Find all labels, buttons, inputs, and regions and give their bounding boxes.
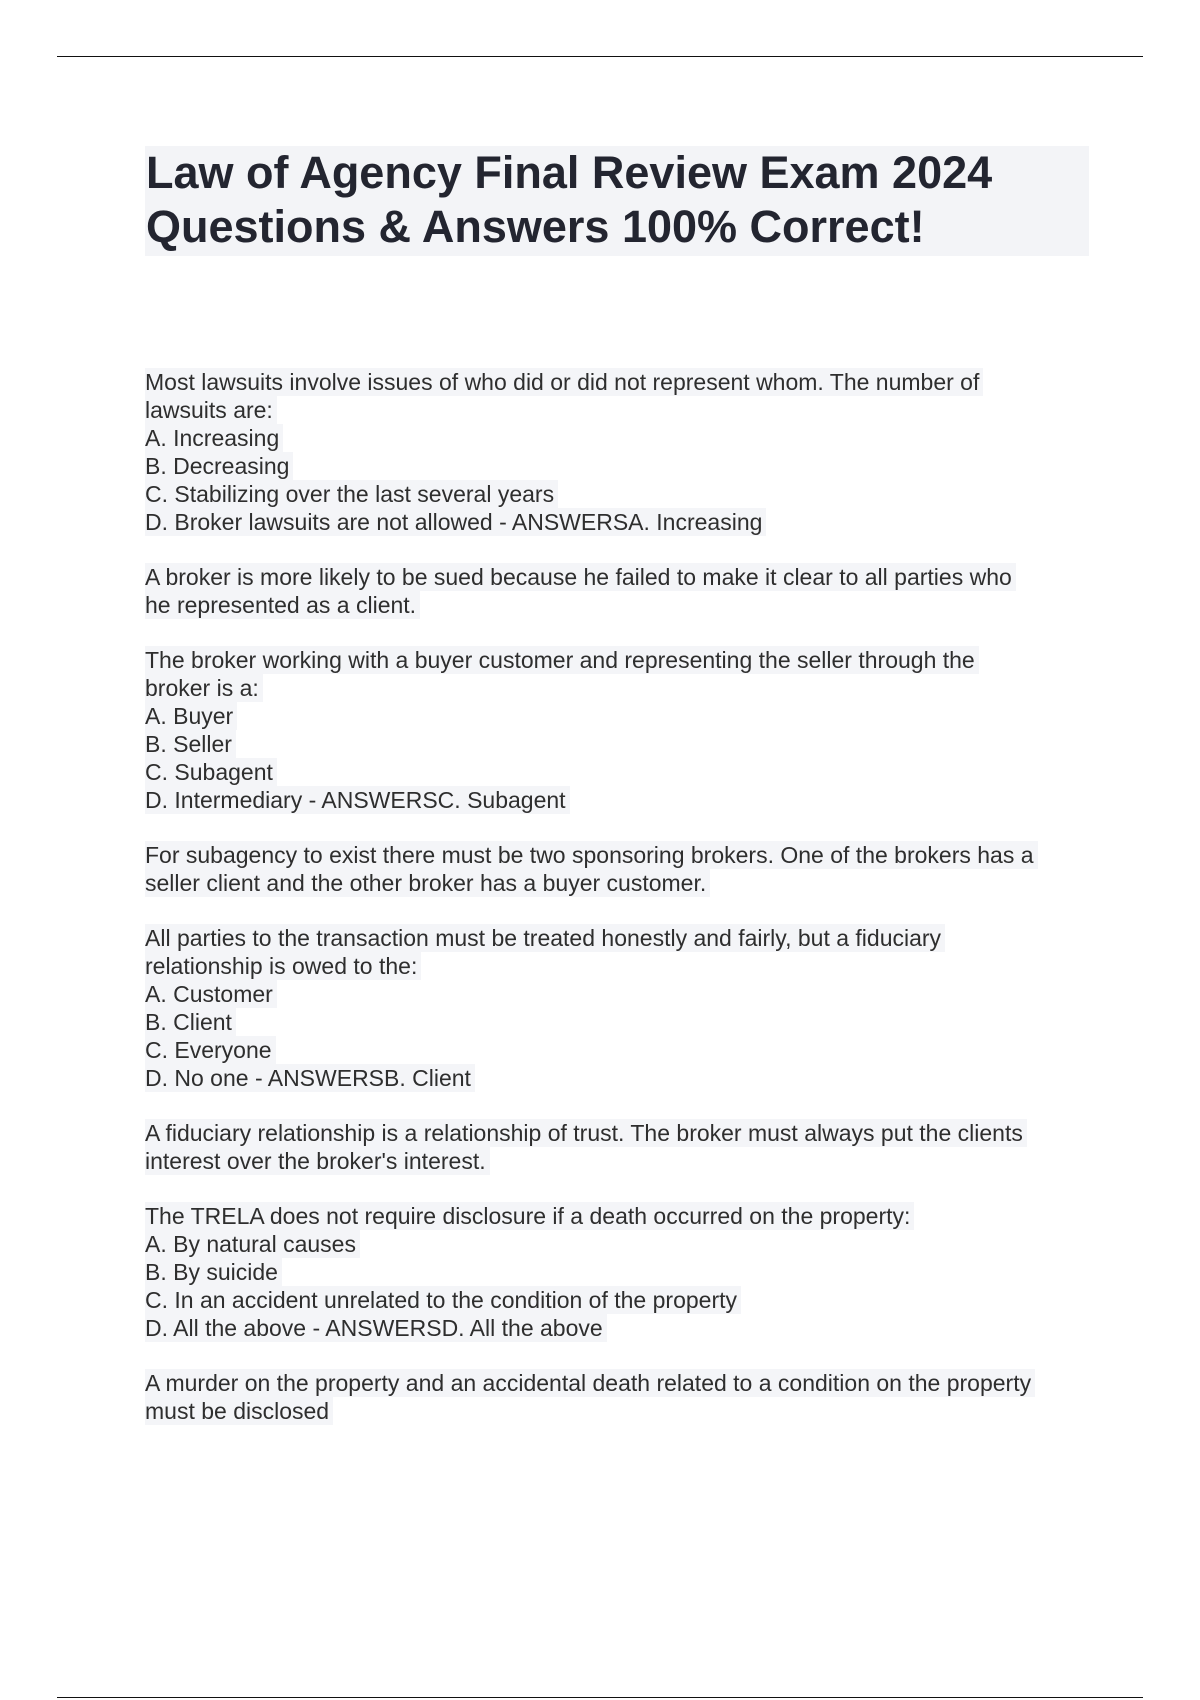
text-line: For subagency to exist there must be two sponsoring brokers. One of the brokers has a xyxy=(145,841,1038,869)
option-line: A. Increasing xyxy=(145,424,283,452)
text-line: interest over the broker's interest. xyxy=(145,1147,490,1175)
qa-block-2 xyxy=(145,646,1089,814)
qa-block-1 xyxy=(145,368,1089,536)
answer-line: D. Intermediary - ANSWERSC. Subagent xyxy=(145,786,570,814)
explanation-block-2 xyxy=(145,841,1089,897)
text-line: A broker is more likely to be sued because he failed to make it clear to all parties who xyxy=(145,563,1016,591)
text-line: A fiduciary relationship is a relationship of trust. The broker must always put the clients xyxy=(145,1119,1027,1147)
text-line: he represented as a client. xyxy=(145,591,420,619)
qa-block-4 xyxy=(145,1202,1089,1342)
option-line: C. In an accident unrelated to the condition of the property xyxy=(145,1286,741,1314)
document-body xyxy=(145,368,1089,1452)
option-line: A. Buyer xyxy=(145,702,237,730)
text-line: must be disclosed xyxy=(145,1397,333,1425)
top-rule xyxy=(57,56,1143,57)
document-title xyxy=(145,146,1089,256)
text-line: The TRELA does not require disclosure if a death occurred on the property: xyxy=(145,1202,914,1230)
explanation-block-3 xyxy=(145,1119,1089,1175)
text-line: relationship is owed to the: xyxy=(145,952,421,980)
bottom-rule xyxy=(57,1697,1143,1698)
text-line: All parties to the transaction must be treated honestly and fairly, but a fiduciary xyxy=(145,924,945,952)
text-line: A murder on the property and an accidental death related to a condition on the property xyxy=(145,1369,1035,1397)
text-line: The broker working with a buyer customer and representing the seller through the xyxy=(145,646,979,674)
explanation-block-4 xyxy=(145,1369,1089,1425)
explanation-block-1 xyxy=(145,563,1089,619)
text-line: lawsuits are: xyxy=(145,396,277,424)
qa-block-3 xyxy=(145,924,1089,1092)
option-line: C. Everyone xyxy=(145,1036,276,1064)
text-line: broker is a: xyxy=(145,674,263,702)
option-line: A. Customer xyxy=(145,980,277,1008)
answer-line: D. Broker lawsuits are not allowed - ANSWERSA. Increasing xyxy=(145,508,766,536)
text-line: seller client and the other broker has a buyer customer. xyxy=(145,869,710,897)
title-line-2: Questions & Answers 100% Correct! xyxy=(146,201,925,252)
option-line: B. Seller xyxy=(145,730,236,758)
text-line: Most lawsuits involve issues of who did or did not represent whom. The number of xyxy=(145,368,983,396)
option-line: C. Stabilizing over the last several years xyxy=(145,480,558,508)
option-line: B. Decreasing xyxy=(145,452,293,480)
option-line: C. Subagent xyxy=(145,758,277,786)
option-line: A. By natural causes xyxy=(145,1230,360,1258)
answer-line: D. No one - ANSWERSB. Client xyxy=(145,1064,475,1092)
option-line: B. By suicide xyxy=(145,1258,282,1286)
option-line: B. Client xyxy=(145,1008,236,1036)
title-line-1: Law of Agency Final Review Exam 2024 xyxy=(146,147,993,198)
answer-line: D. All the above - ANSWERSD. All the above xyxy=(145,1314,607,1342)
